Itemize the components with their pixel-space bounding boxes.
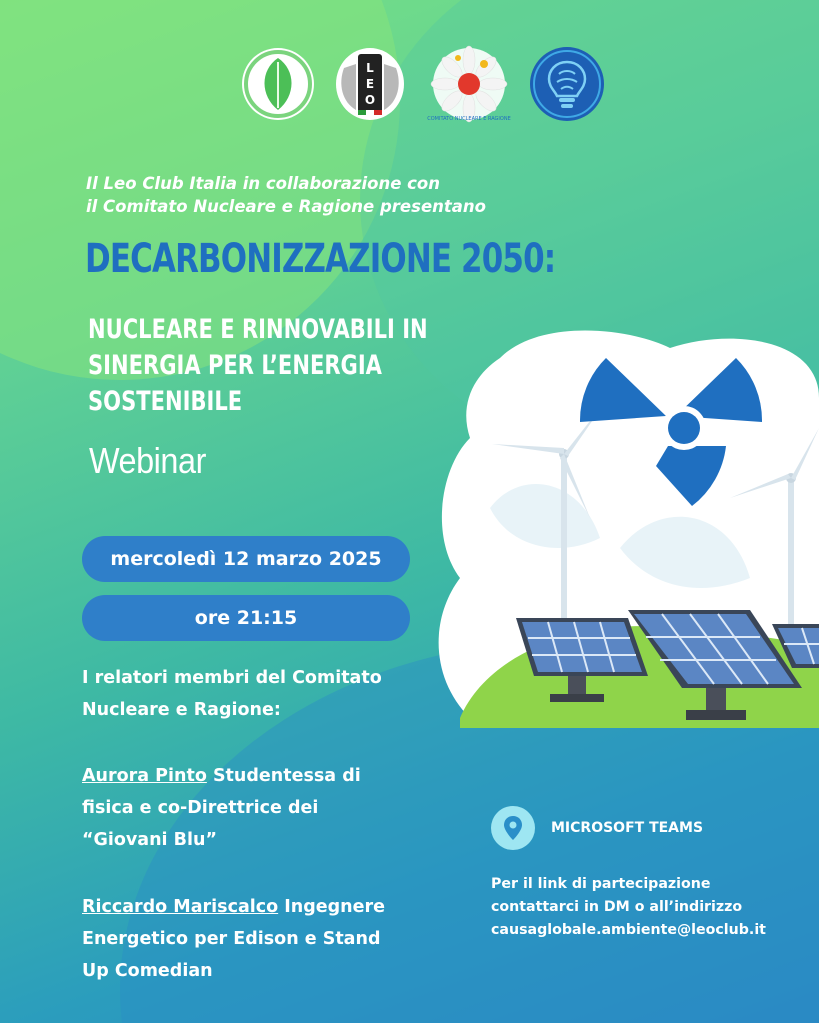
speaker-line-3: Up Comedian <box>82 961 213 981</box>
speakers-intro-line-2: Nucleare e Ragione: <box>82 700 281 720</box>
contact-info <box>491 873 811 942</box>
brain-bulb-logo-icon <box>527 44 607 124</box>
speakers-intro-line-1: I relatori membri del Comitato <box>82 668 382 688</box>
speaker-line-2: Energetico per Edison e Stand <box>82 929 381 949</box>
subtitle-line-2: SINERGIA PER L’ENERGIA <box>88 350 382 381</box>
speaker-entry <box>82 891 482 987</box>
location-row <box>491 806 703 850</box>
speakers-intro <box>82 662 482 726</box>
comitato-logo-text: COMITATO NUCLEARE E RAGIONE <box>427 116 511 122</box>
speaker-line-3: “Giovani Blu” <box>82 830 217 850</box>
logo-row <box>0 44 819 128</box>
speaker-name: Riccardo Mariscalco <box>82 897 279 917</box>
speaker-name: Aurora Pinto <box>82 766 207 786</box>
location-label: MICROSOFT TEAMS <box>551 820 704 836</box>
intro-line-1: Il Leo Club Italia in collaborazione con <box>86 174 441 193</box>
leo-club-logo-icon <box>330 44 410 124</box>
time-badge: ore 21:15 <box>82 595 410 641</box>
date-badge: mercoledì 12 marzo 2025 <box>82 536 410 582</box>
speaker-entry <box>82 760 482 856</box>
format-label: Webinar <box>89 440 206 481</box>
intro-text <box>86 172 586 218</box>
comitato-logo-icon <box>424 44 514 124</box>
speaker-line-1 <box>82 891 482 923</box>
svg-text:O: O <box>364 93 376 107</box>
subtitle-line-3: SOSTENIBILE <box>88 386 243 417</box>
location-pin-icon <box>491 806 535 850</box>
energy-illustration <box>430 318 819 728</box>
speaker-line-1 <box>82 760 482 792</box>
subtitle-line-1: NUCLEARE E RINNOVABILI IN <box>88 314 428 345</box>
leaf-logo-icon <box>238 44 318 124</box>
contact-line-1: Per il link di partecipazione <box>491 876 711 892</box>
svg-text:E: E <box>365 77 375 91</box>
page-title: DECARBONIZZAZIONE 2050: <box>85 236 556 282</box>
contact-email[interactable]: causaglobale.ambiente@leoclub.it <box>491 922 766 938</box>
speaker-desc: Ingegnere <box>278 897 385 917</box>
speaker-desc: Studentessa di <box>206 766 361 786</box>
intro-line-2: il Comitato Nucleare e Ragione presentano <box>86 197 486 216</box>
subtitle <box>88 312 455 420</box>
speaker-line-2: fisica e co-Direttrice dei <box>82 798 319 818</box>
contact-line-2: contattarci in DM o all’indirizzo <box>491 899 743 915</box>
svg-text:L: L <box>366 61 374 75</box>
